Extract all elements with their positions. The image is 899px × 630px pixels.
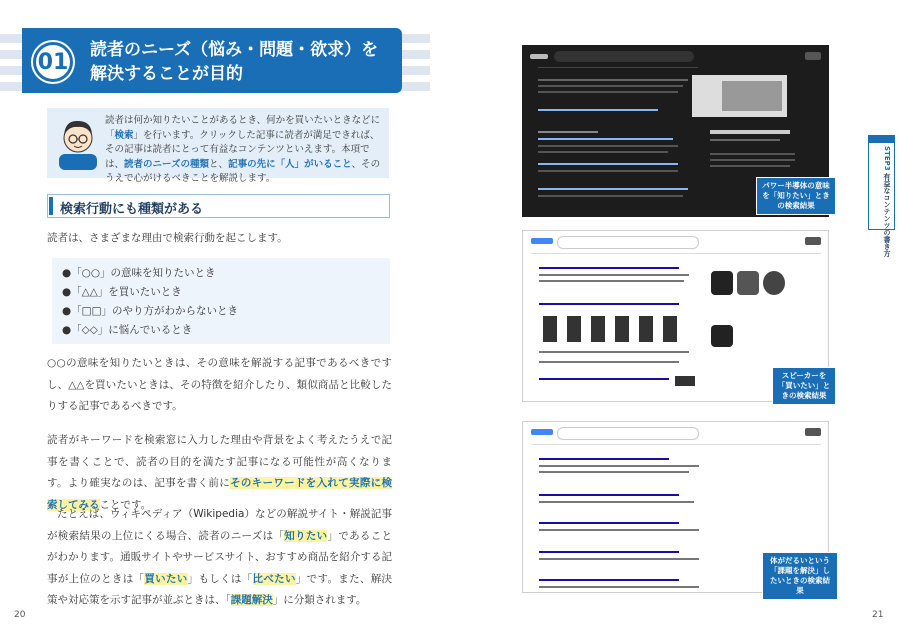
search-bar: [557, 236, 699, 249]
product-image: [675, 376, 695, 386]
search-engine-logo: [531, 238, 553, 244]
product-image: [567, 316, 581, 342]
result-line: [539, 471, 689, 473]
search-engine-logo: [531, 429, 553, 435]
bullet-item: ●「◇◇」に悩んでいるとき: [62, 324, 193, 336]
section-heading: 検索行動にも種類がある: [60, 202, 204, 217]
result-line: [539, 274, 689, 276]
shopping-panel: [711, 325, 733, 347]
result-line: [538, 195, 683, 197]
search-bar: [557, 427, 699, 440]
result-line: [538, 151, 668, 153]
page-number: 20: [14, 610, 26, 620]
result-line: [538, 91, 678, 93]
result-line: [538, 163, 678, 165]
result-line: [539, 522, 679, 524]
body-paragraph: 読者がキーワードを検索窓に入力した理由や背景をよく考えたうえで記事を書くことで、読者の目的を満たす記事になる可能性が高くなります。より確実なのは、記事を書く前にそのキーワードを入れて実際に検索してみることです。: [47, 434, 393, 511]
body-paragraph: 読者は、さまざまな理由で検索行動を起こします。: [47, 232, 288, 244]
result-line: [539, 586, 699, 588]
account-button: [805, 237, 821, 245]
result-line: [531, 444, 821, 445]
product-image: [615, 316, 629, 342]
bullet-item: ●「△△」を買いたいとき: [62, 286, 182, 298]
result-line: [538, 145, 678, 147]
bullet-item: ●「○○」の意味を知りたいとき: [62, 267, 216, 279]
author-avatar-icon: [55, 114, 101, 170]
screenshot-caption: パワー半導体の意味を「知りたい」ときの検索結果: [756, 177, 836, 215]
intro-text: 読者は何か知りたいことがあるとき、何かを買いたいときなどに「検索」を行います。クリックした記事に読者が満足できれば、その記事は読者にとって有益なコンテンツといえます。本項では、読者のニーズの種類と、記事の先に「人」がいること、そのうえで心がけるべきことを解説します。: [105, 115, 381, 184]
result-line: [539, 494, 679, 496]
shopping-panel: [763, 271, 785, 295]
result-line: [538, 188, 688, 190]
result-line: [539, 378, 669, 380]
result-line: [539, 501, 694, 503]
chapter-side-tab-accent: [868, 135, 895, 143]
result-line: [539, 303, 679, 305]
chapter-side-tab-label: [872, 146, 891, 257]
result-line: [539, 458, 669, 460]
knowledge-panel: [710, 165, 790, 167]
result-line: [539, 280, 684, 282]
result-line: [538, 170, 678, 172]
result-line: [539, 529, 699, 531]
body-paragraph: たとえば、ウィキペディア（Wikipedia）などの解説サイト・解説記事が検索結果の上位にくる場合、読者のニーズは「知りたい」であることがわかります。通販サイトやサービスサイト、おすすめ商品を紹介する記事が上位のときは「買いたい」もしくは「比べたい」です。また、解決策や対応策を示す記事が並ぶときは、「課題解決」に分類されます。: [47, 508, 393, 606]
result-line: [538, 79, 688, 81]
product-image: [663, 316, 677, 342]
shopping-panel: [711, 271, 733, 295]
result-line: [539, 361, 679, 363]
knowledge-panel: [710, 159, 795, 161]
knowledge-panel: [710, 130, 790, 134]
product-image: [543, 316, 557, 342]
result-line: [538, 109, 658, 111]
result-line: [539, 579, 679, 581]
product-image: [639, 316, 653, 342]
screenshot-caption: スピーカーを「買いたい」ときの検索結果: [772, 367, 836, 405]
step-label: STEP3: [883, 146, 891, 171]
result-line: [539, 465, 699, 467]
result-line: [538, 138, 673, 140]
section-heading-marker: [49, 197, 53, 215]
bullet-item: ●「□□」のやり方がわからないとき: [62, 305, 239, 317]
chapter-title: 有益なコンテンツの書き方: [883, 173, 891, 258]
result-line: [539, 351, 689, 353]
result-line: [539, 267, 679, 269]
screenshot-caption: 体がだるいという「課題を解決」したいときの検索結果: [762, 552, 838, 600]
result-line: [539, 551, 679, 553]
section-number: 01: [33, 42, 73, 82]
body-paragraph: ○○の意味を知りたいときは、その意味を解説する記事であるべきですし、△△を買いたいときは、その特徴を紹介したり、類似商品と比較したりする記事であるべきです。: [47, 357, 392, 412]
product-image: [591, 316, 605, 342]
result-line: [538, 67, 698, 68]
page-number: 21: [872, 610, 884, 620]
shopping-panel: [737, 271, 759, 295]
account-button: [805, 428, 821, 436]
result-image: [722, 81, 782, 111]
result-line: [539, 558, 699, 560]
knowledge-panel: [710, 153, 795, 155]
page-title: 読者のニーズ（悩み・問題・欲求）を解決することが目的: [90, 40, 379, 84]
result-line: [531, 253, 821, 254]
account-button: [805, 52, 821, 60]
result-line: [538, 85, 683, 87]
search-engine-logo: [530, 54, 548, 59]
search-bar: [554, 51, 694, 62]
knowledge-panel: [710, 139, 780, 141]
result-line: [538, 131, 598, 133]
